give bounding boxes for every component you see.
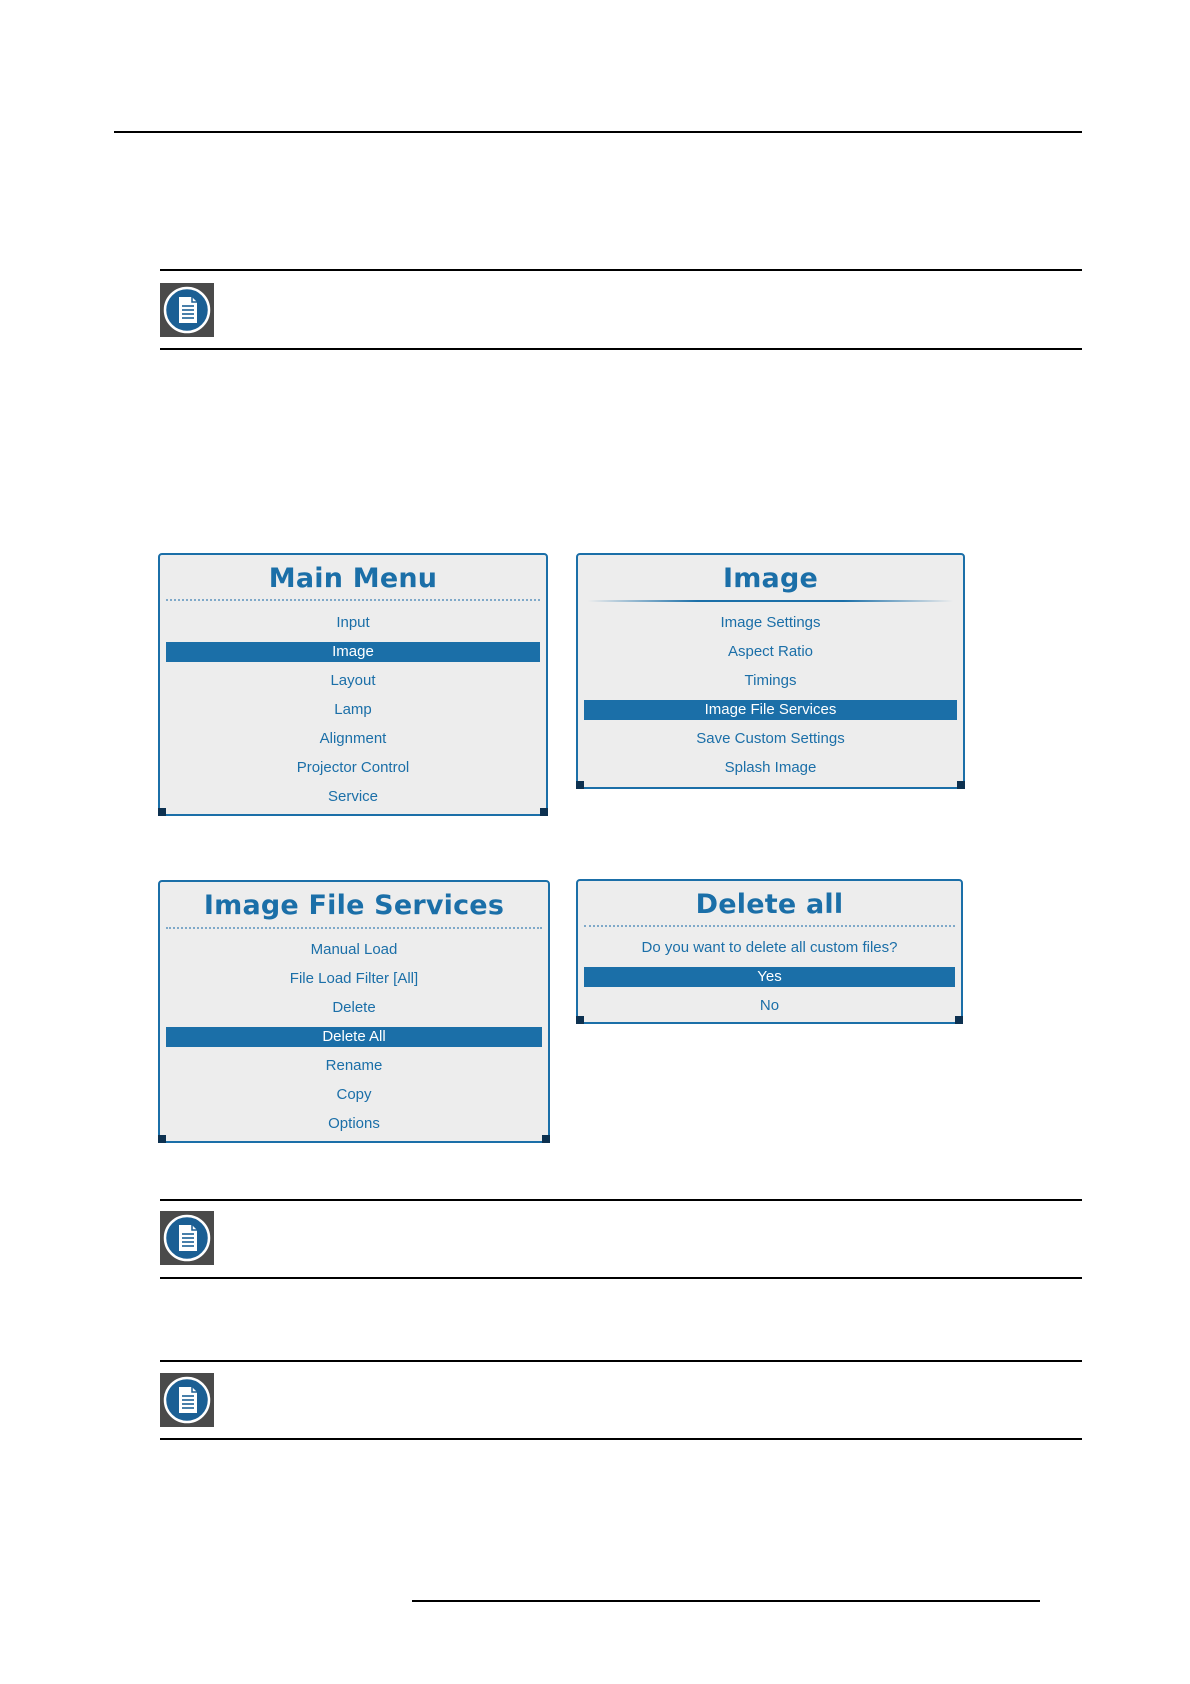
menu-item-rename[interactable]: Rename: [325, 1057, 383, 1074]
no-option[interactable]: No: [759, 997, 780, 1014]
menu-item-service[interactable]: Service: [327, 788, 379, 805]
main-menu-panel: [158, 553, 548, 816]
image-file-services-panel: [158, 880, 550, 1143]
panel-title: Image: [722, 563, 819, 594]
menu-item-aspect-ratio[interactable]: Aspect Ratio: [727, 643, 814, 660]
note-icon: [160, 1373, 214, 1427]
note-1-top-rule: [160, 269, 1082, 271]
footer-rule: [412, 1600, 1040, 1602]
menu-item-save-custom-settings[interactable]: Save Custom Settings: [696, 730, 845, 747]
menu-item-delete[interactable]: Delete: [332, 999, 376, 1016]
note-3-bottom-rule: [160, 1438, 1082, 1440]
menu-item-input[interactable]: Input: [336, 614, 370, 631]
menu-item-projector-control[interactable]: Projector Control: [296, 759, 410, 776]
header-rule: [114, 131, 1082, 133]
note-2-top-rule: [160, 1199, 1082, 1201]
delete-all-dialog: [576, 879, 963, 1024]
menu-item-alignment[interactable]: Alignment: [319, 730, 387, 747]
image-menu-panel: [576, 553, 965, 789]
title-divider: [588, 600, 953, 602]
note-3-top-rule: [160, 1360, 1082, 1362]
yes-option[interactable]: Yes: [584, 967, 955, 987]
title-divider: [166, 927, 542, 929]
note-icon: [160, 1211, 214, 1265]
dialog-title: Delete all: [695, 889, 844, 920]
menu-item-options[interactable]: Options: [328, 1115, 380, 1132]
menu-item-timings[interactable]: Timings: [744, 672, 797, 689]
panel-title: Main Menu: [268, 563, 438, 594]
menu-item-copy[interactable]: Copy: [336, 1086, 372, 1103]
note-2-bottom-rule: [160, 1277, 1082, 1279]
title-divider: [166, 599, 540, 601]
panel-title: Image File Services: [203, 890, 505, 921]
menu-item-lamp[interactable]: Lamp: [334, 701, 372, 718]
menu-item-layout[interactable]: Layout: [330, 672, 376, 689]
menu-item-file-load-filter[interactable]: File Load Filter [All]: [289, 970, 419, 987]
menu-item-manual-load[interactable]: Manual Load: [310, 941, 398, 958]
menu-item-delete-all[interactable]: Delete All: [166, 1027, 542, 1047]
title-divider: [584, 925, 955, 927]
note-icon: [160, 283, 214, 337]
menu-item-splash-image[interactable]: Splash Image: [724, 759, 817, 776]
menu-item-image-settings[interactable]: Image Settings: [720, 614, 821, 631]
note-1-bottom-rule: [160, 348, 1082, 350]
menu-item-image-file-services[interactable]: Image File Services: [584, 700, 957, 720]
menu-item-image[interactable]: Image: [166, 642, 540, 662]
dialog-question: Do you want to delete all custom files?: [641, 939, 898, 956]
